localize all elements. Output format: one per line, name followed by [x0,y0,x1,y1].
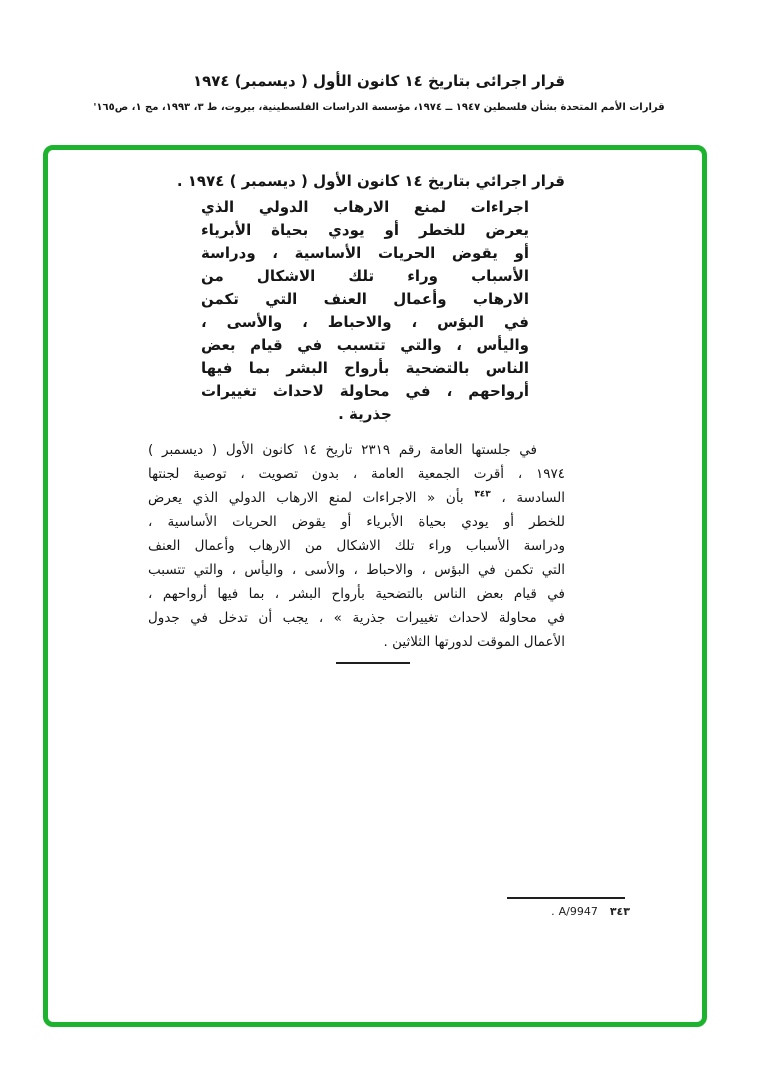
quote-line: واليأس ، والتي تتسبب في قيام بعض [201,336,529,354]
footnote-reference-marker: ٣٤٣ [474,489,491,500]
page-title: قرار اجرائى بتاريخ ١٤ كانون الأول ( ديسمبر) ١٩٧٤ [192,72,566,90]
footnote [507,905,630,918]
footnote-separator-rule [507,897,625,899]
body-line: في قيام بعض الناس بالتضحية بأرواح البشر ، بما فيها أرواحهم ، [148,586,565,602]
quote-line: أرواحهم ، في محاولة لاحداث تغييرات [201,382,529,400]
body-line-with-footnote [148,486,565,510]
body-line-pre: السادسة ، [501,490,565,506]
footnote-period: . [551,905,555,918]
section-end-divider [336,662,410,664]
quote-line: اجراءات لمنع الارهاب الدولي الذي [201,198,529,216]
resolution-body [148,438,565,654]
resolution-heading: قرار اجرائي بتاريخ ١٤ كانون الأول ( ديسمبر ) ١٩٧٤ . [176,172,565,190]
quote-line-last: جذرية . [338,405,392,423]
footnote-document-symbol: A/9947 [558,905,598,918]
footnote-number: ٣٤٣ [609,905,630,918]
quote-line: الارهاب وأعمال العنف التي تكمن [201,290,529,308]
quote-line: أو يقوض الحريات الأساسية ، ودراسة [201,244,529,262]
body-line: ودراسة الأسباب وراء تلك الاشكال من الارهاب وأعمال العنف [148,538,565,554]
body-line: ١٩٧٤ ، أقرت الجمعية العامة ، بدون تصويت ، توصية لجنتها [148,466,565,482]
resolution-quote-block [201,196,529,426]
footnote-block [507,897,630,918]
body-line: التي تكمن في البؤس ، والاحباط ، والأسى ، واليأس ، والتي تتسبب [148,562,565,578]
body-line: في جلستها العامة رقم ٢٣١٩ تاريخ ١٤ كانون الأول ( ديسمبر ) [148,442,537,458]
green-highlight-frame [43,145,707,1027]
resolution-text [148,168,565,664]
body-line: للخطر أو يودي بحياة الأبرياء أو يقوض الحريات الأساسية ، [148,514,565,530]
quote-line: الناس بالتضحية بأرواح البشر بما فيها [201,359,529,377]
body-line-last: الأعمال الموقت لدورتها الثلاثين . [383,634,565,650]
quote-line: الأسباب وراء تلك الاشكال من [201,267,529,285]
body-line: في محاولة لاحداث تغييرات جذرية » ، يجب أن تدخل في جدول [148,610,565,626]
body-line-post: بأن « الاجراءات لمنع الارهاب الدولي الذي يعرض [148,490,464,506]
source-citation: قرارات الأمم المتحدة بشأن فلسطين ١٩٤٧ ــ ١٩٧٤، مؤسسة الدراسات الفلسطينية، بيروت، ط ٣، ١٩٩٣، مج ١، ص١٦٥' [93,102,665,113]
quote-line: في البؤس ، والاحباط ، والأسى ، [201,313,529,331]
quote-line: يعرض للخطر أو يودي بحياة الأبرياء [201,221,529,239]
